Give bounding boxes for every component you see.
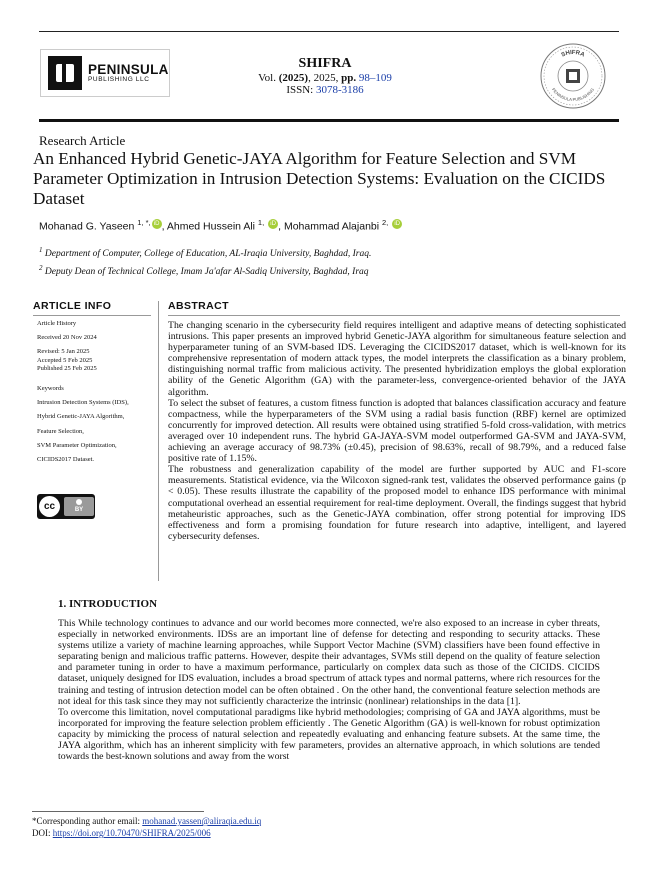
published-date: Published 25 Feb 2025 [37,364,97,372]
cc-by-license-badge[interactable] [37,494,95,519]
article-info-rule [33,315,151,316]
seal-top-text: SHIFRA [560,49,586,59]
orcid-icon[interactable]: iD [392,219,402,229]
author-name: , Mohammad Alajanbi [278,220,382,233]
orcid-icon[interactable]: iD [268,219,278,229]
header-bottom-rule [39,119,619,122]
keywords-label: Keywords [37,385,64,393]
accepted-date: Accepted 5 Feb 2025 [37,356,93,364]
intro-paragraph: This While technology continues to advance and our world becomes more connected, we're also exposed to an increase in cyber threats, especially in networked environments. IDSs are an important line of defense for detecting and responding to security attacks. These systems utilize a variety of machine learning approaches, while Support Vector Machine (SVM) classifiers have been found effective in separating benign and malicious traffic patterns. However, despite their advantages, SVMs still depend on the quality of feature selection and parameter tuning in order to have a maximum performance, particularly on complex data such as those of the CICIDS. CICIDS dataset, uniquely designed for IDS evaluation, includes a broad spectrum of attack types and normal patterns, where rich resources for the training and testing of intrusion detection model can be often obtained . On the other hand, the conventional feature selection methods are not ideal for this task since they may not sufficiently characterize the intrinsic (nonlinear) relationships in the data [1]. [58,618,600,707]
keyword: SVM Parameter Optimization, [37,441,117,449]
author-affil-marker: 1, *, [137,218,151,227]
abstract-rule [168,315,620,316]
journal-name: SHIFRA [298,56,352,71]
author-name: , Ahmed Hussein Ali [161,220,258,233]
author-affil-marker: 2, [382,218,389,227]
history-label: Article History [37,320,77,327]
author-list [39,218,402,233]
keyword: CICIDS2017 Dataset. [37,456,95,464]
volume-line: Vol. (2025), 2025, pp. 98–109 [258,72,392,84]
abstract-body [168,320,626,542]
doi-link[interactable]: https://doi.org/10.70470/SHIFRA/2025/006 [52,828,211,838]
by-attribution-icon: BY [64,497,94,516]
author-affil-marker: 1, [257,218,265,227]
publisher-logo [40,49,170,97]
seal-bottom-text: PENINSULA PUBLISHING [550,86,596,103]
orcid-icon[interactable]: iD [152,219,162,229]
column-divider [158,301,159,581]
received-date: Received 20 Nov 2024 [37,334,97,342]
abstract-paragraph: To select the subset of features, a custom fitness function is adopted that balances classification accuracy and feature compactness, while the hyperparameters of the SVM using a radial basis function (RBF) kernel are optimized concurrently for improved detection. All results were obtained using stratified 5-fold cross-validation, with metrics averaged over 10 independent runs. The hybrid GA-JAYA-SVM model outperformed GA-SVM and JAYA-SVM, achieving an average accuracy of 98.73% (±0.45), precision of 98.63%, recall of 98.79%, and a reduced false positive rate of 1.15%. [168,397,626,465]
abstract-paragraph: The robustness and generalization capability of the model are further supported by AUC and F1-score measurements. Statistical evidence, via the Wilcoxon signed-rank test, validates the observed performance gains (p < 0.05). These results illustrate the capability of the proposed model to enhance IDS performance with minimal computational overhead an essential requirement for real-time deployment. Overall, the findings suggest that hybrid metaheuristic approaches, such as the Genetic-JAYA combination, offer strong potential for improving IDS effectiveness and form a promising foundation for future research into adaptive, intelligent, and layered cybersecurity defenses. [168,464,626,542]
revised-date: Revised: 5 Jan 2025 [37,348,90,356]
header-top-rule [39,31,619,32]
keyword: Feature Selection, [37,427,84,435]
publisher-subtitle: PUBLISHING LLC [88,75,150,83]
affiliation: $^1$ Department of Computer, College of Education, AL-Iraqia University, Baghdad, Iraq. [39,246,372,260]
doi-line: DOI: https://doi.org/10.70470/SHIFRA/2025/006 [32,828,211,838]
article-info [37,320,152,464]
affiliation: $^2$ Deputy Dean of Technical College, Imam Ja'afar Al-Sadiq University, Baghdad, Iraq [39,264,369,278]
cc-icon: cc [39,496,60,517]
svg-text:SHIFRA [561,50,586,59]
introduction-body [58,618,600,762]
issn-link[interactable]: 3078-3186 [315,84,364,96]
corresponding-author: *Corresponding author email: mohanad.yassen@aliraqia.edu.iq [32,816,262,826]
journal-seal-icon [539,42,607,110]
svg-text:PENINSULA PUBLISHING [551,87,595,102]
keyword: Hybrid Genetic-JAYA Algorithm, [37,413,125,421]
footnote-rule [32,811,204,812]
issn-line: ISSN: 3078-3186 [286,84,364,96]
abstract-paragraph: The changing scenario in the cybersecurity field requires intelligent and adaptive means of detecting sophisticated intrusions. This paper presents an improved hybrid Genetic-JAYA algorithm for simultaneous feature selection and hyperparameter tuning of an SVM-based IDS. Leveraging the CICIDS2017 dataset, which is well-known for its comprehensive representation of modern attack types, the model interprets the classification as a binary problem, distinguishing normal traffic from malicious activity. The presented hybridization employs the global exploration ability of the Genetic Algorithm (GA) with the parameter-less, convergence-oriented behavior of the JAYA algorithm. [168,320,626,398]
abstract-heading: ABSTRACT [168,300,229,312]
section-heading-introduction: 1. INTRODUCTION [58,598,158,610]
pages-link[interactable]: 98–109 [358,72,392,84]
journal-info [200,56,450,96]
keyword: Intrusion Detection Systems (IDS), [37,399,129,407]
publisher-name: PENINSULA [88,61,169,77]
intro-paragraph: To overcome this limitation, novel computational paradigms like hybrid methodologies; comprising of GA and JAYA algorithms, must be incorporated for improving the feature selection problem efficiently . The Genetic Algorithm (GA) is well-known for robust optimization capacity by mimicking the process of natural selection and repeatedly evaluating and enhancing feature subsets. At the same time, the JAYA algorithm, which has an inherent simplicity with few parameters, provides an alternative approach, in which solutions are tended towards the best-known solutions and away from the worst [58,706,600,763]
email-link[interactable]: mohanad.yassen@aliraqia.edu.iq [142,816,262,826]
peninsula-logo-icon [48,56,82,90]
article-type: Research Article [39,133,126,148]
paper-title: An Enhanced Hybrid Genetic-JAYA Algorithm for Feature Selection and SVM Parameter Optimization in Intrusion Detection Systems: Evaluation on the CICIDS Dataset [33,149,606,208]
article-info-heading: ARTICLE INFO [33,300,112,312]
author-name: Mohanad G. Yaseen [39,220,138,233]
